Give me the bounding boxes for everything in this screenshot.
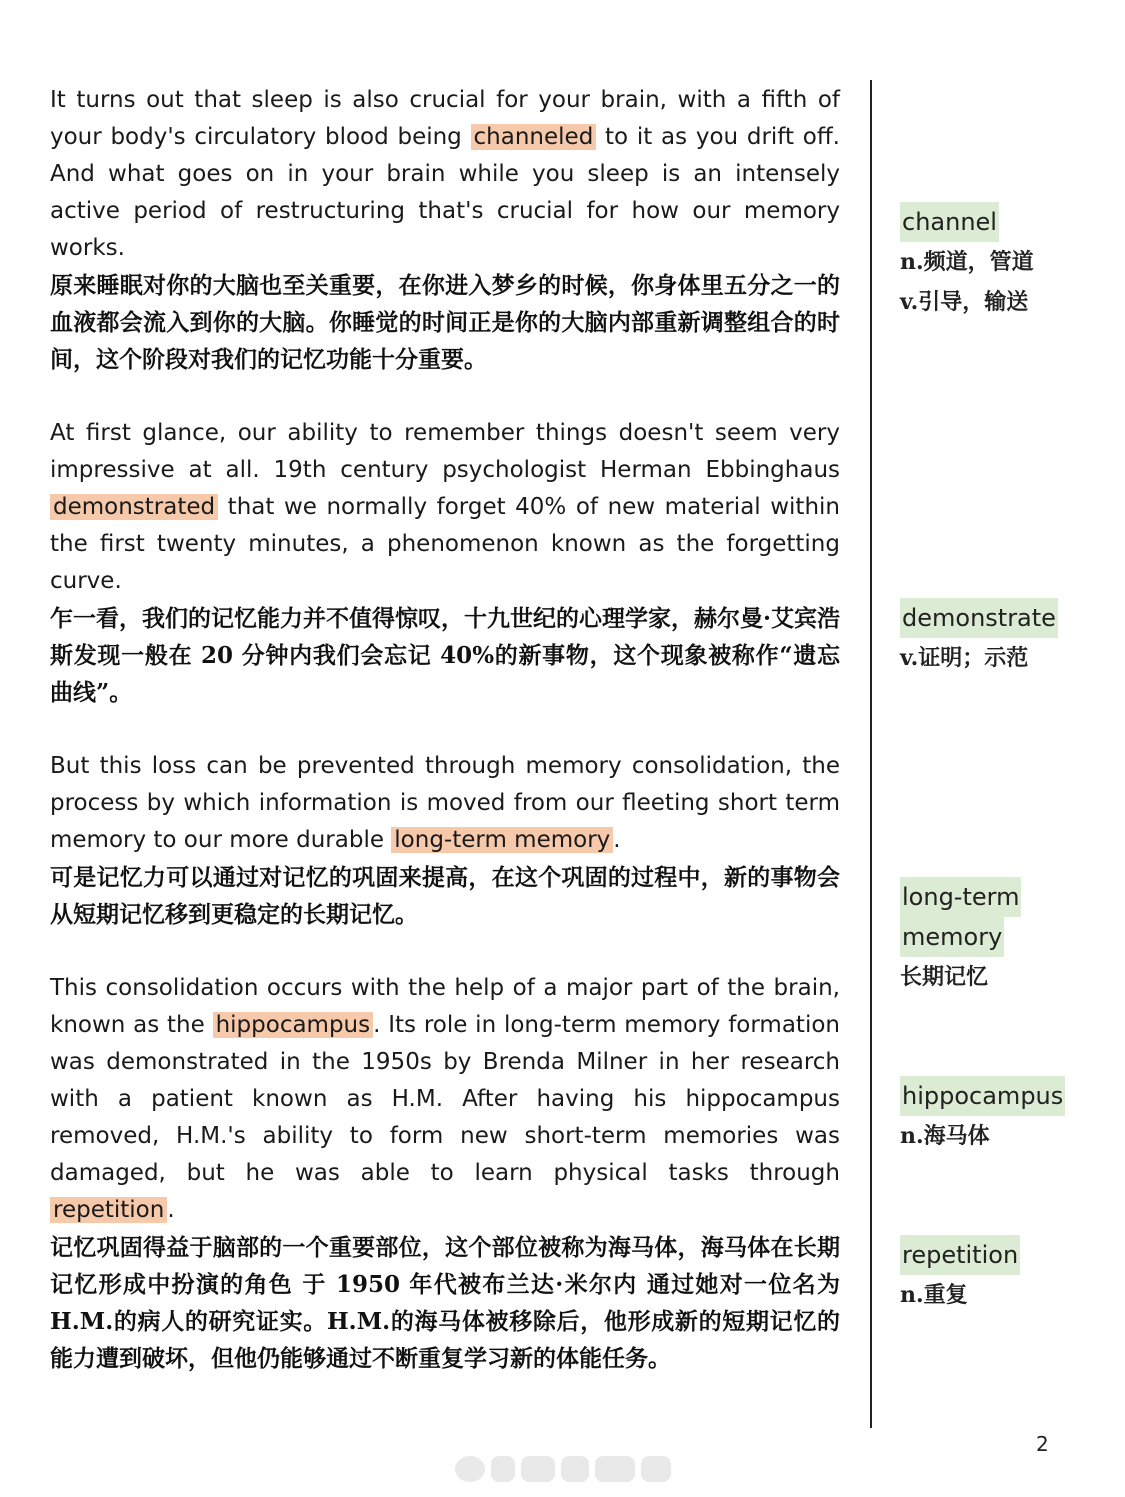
- vocab-definition: n.重复: [900, 1282, 968, 1308]
- paragraph-block: [50, 970, 840, 1377]
- text-segment: .: [613, 827, 621, 853]
- text-segment: This consolidation occurs with the help of a major part of the brain, known as the: [50, 975, 840, 1038]
- chinese-translation: 可是记忆力可以通过对记忆的巩固来提高，在这个巩固的过程中，新的事物会从短期记忆移到更稳定的长期记忆。: [50, 864, 840, 928]
- chinese-translation: 原来睡眠对你的大脑也至关重要，在你进入梦乡的时候，你身体里五分之一的血液都会流入到你的大脑。你睡觉的时间正是你的大脑内部重新调整组合的时间，这个阶段对我们的记忆功能十分重要。: [50, 272, 840, 373]
- english-paragraph: [50, 82, 840, 267]
- english-paragraph: [50, 970, 840, 1229]
- text-segment: that we normally forget 40% of new material within the first twenty minutes, a phenomenon known as the forgetting curve.: [50, 494, 840, 594]
- highlighted-term: hippocampus: [213, 1012, 374, 1038]
- text-segment: It turns out that sleep is also crucial for your brain, with a fifth of your body's circulatory blood being: [50, 87, 840, 150]
- vocab-entry-hippocampus: [900, 1076, 1100, 1156]
- vocab-definition: n.频道，管道: [900, 249, 1034, 275]
- text-segment: to it as you drift off. And what goes on in your brain while you sleep is an intensely active period of restructuring that's crucial for how our memory works.: [50, 124, 840, 261]
- vocab-definition: n.海马体: [900, 1123, 990, 1149]
- text-segment: . Its role in long-term memory formation was demonstrated in the 1950s by Brenda Milner in her research with a patient known as H.M. After having his hippocampus removed, H.M.'s ability to form new short-term memories was damaged, but he was able to learn physical tasks through: [50, 1012, 840, 1186]
- vocab-term: channel: [900, 202, 999, 242]
- column-divider: [870, 80, 872, 1428]
- text-segment: At first glance, our ability to remember things doesn't seem very impressive at all. 19th century psychologist Herman Ebbinghaus: [50, 420, 840, 483]
- english-paragraph: [50, 748, 840, 859]
- vocab-definition: v.证明；示范: [900, 645, 1029, 671]
- highlighted-term: repetition: [50, 1197, 167, 1223]
- vocab-entry-repetition: [900, 1235, 1100, 1315]
- watermark-logo: [455, 1452, 680, 1486]
- paragraph-block: [50, 748, 840, 933]
- text-segment: .: [167, 1197, 175, 1223]
- paragraph-block: [50, 415, 840, 711]
- highlighted-term: channeled: [471, 124, 597, 150]
- vocab-term: demonstrate: [900, 598, 1058, 638]
- vocab-term: repetition: [900, 1235, 1020, 1275]
- english-paragraph: [50, 415, 840, 600]
- paragraph-block: [50, 82, 840, 378]
- vocab-term: memory: [900, 917, 1004, 957]
- article-body: [50, 82, 840, 1414]
- vocab-definition: v.引导，输送: [900, 289, 1029, 315]
- vocab-definition: 长期记忆: [900, 964, 989, 990]
- text-segment: But this loss can be prevented through memory consolidation, the process by which information is moved from our fleeting short term memory to our more durable: [50, 753, 840, 853]
- vocab-entry-long-term-memory: [900, 877, 1100, 997]
- page-number: 2: [1036, 1432, 1049, 1456]
- highlighted-term: demonstrated: [50, 494, 218, 520]
- vocab-term: hippocampus: [900, 1076, 1065, 1116]
- vocab-term: long-term: [900, 877, 1021, 917]
- vocab-entry-channel: [900, 202, 1100, 322]
- vocab-entry-demonstrate: [900, 598, 1100, 678]
- chinese-translation: 乍一看，我们的记忆能力并不值得惊叹，十九世纪的心理学家，赫尔曼·艾宾浩斯发现一般在 20 分钟内我们会忘记 40%的新事物，这个现象被称作“遗忘曲线”。: [50, 605, 841, 706]
- highlighted-term: long-term memory: [391, 827, 613, 853]
- chinese-translation: 记忆巩固得益于脑部的一个重要部位，这个部位被称为海马体，海马体在长期记忆形成中扮演的角色 于 1950 年代被布兰达·米尔内 通过她对一位名为 H.M.的病人的研究证实。H.M.的海马体被移除后，他形成新的短期记忆的能力遭到破坏，但他仍能够通过不断重复学习新的体能任务。: [50, 1234, 840, 1372]
